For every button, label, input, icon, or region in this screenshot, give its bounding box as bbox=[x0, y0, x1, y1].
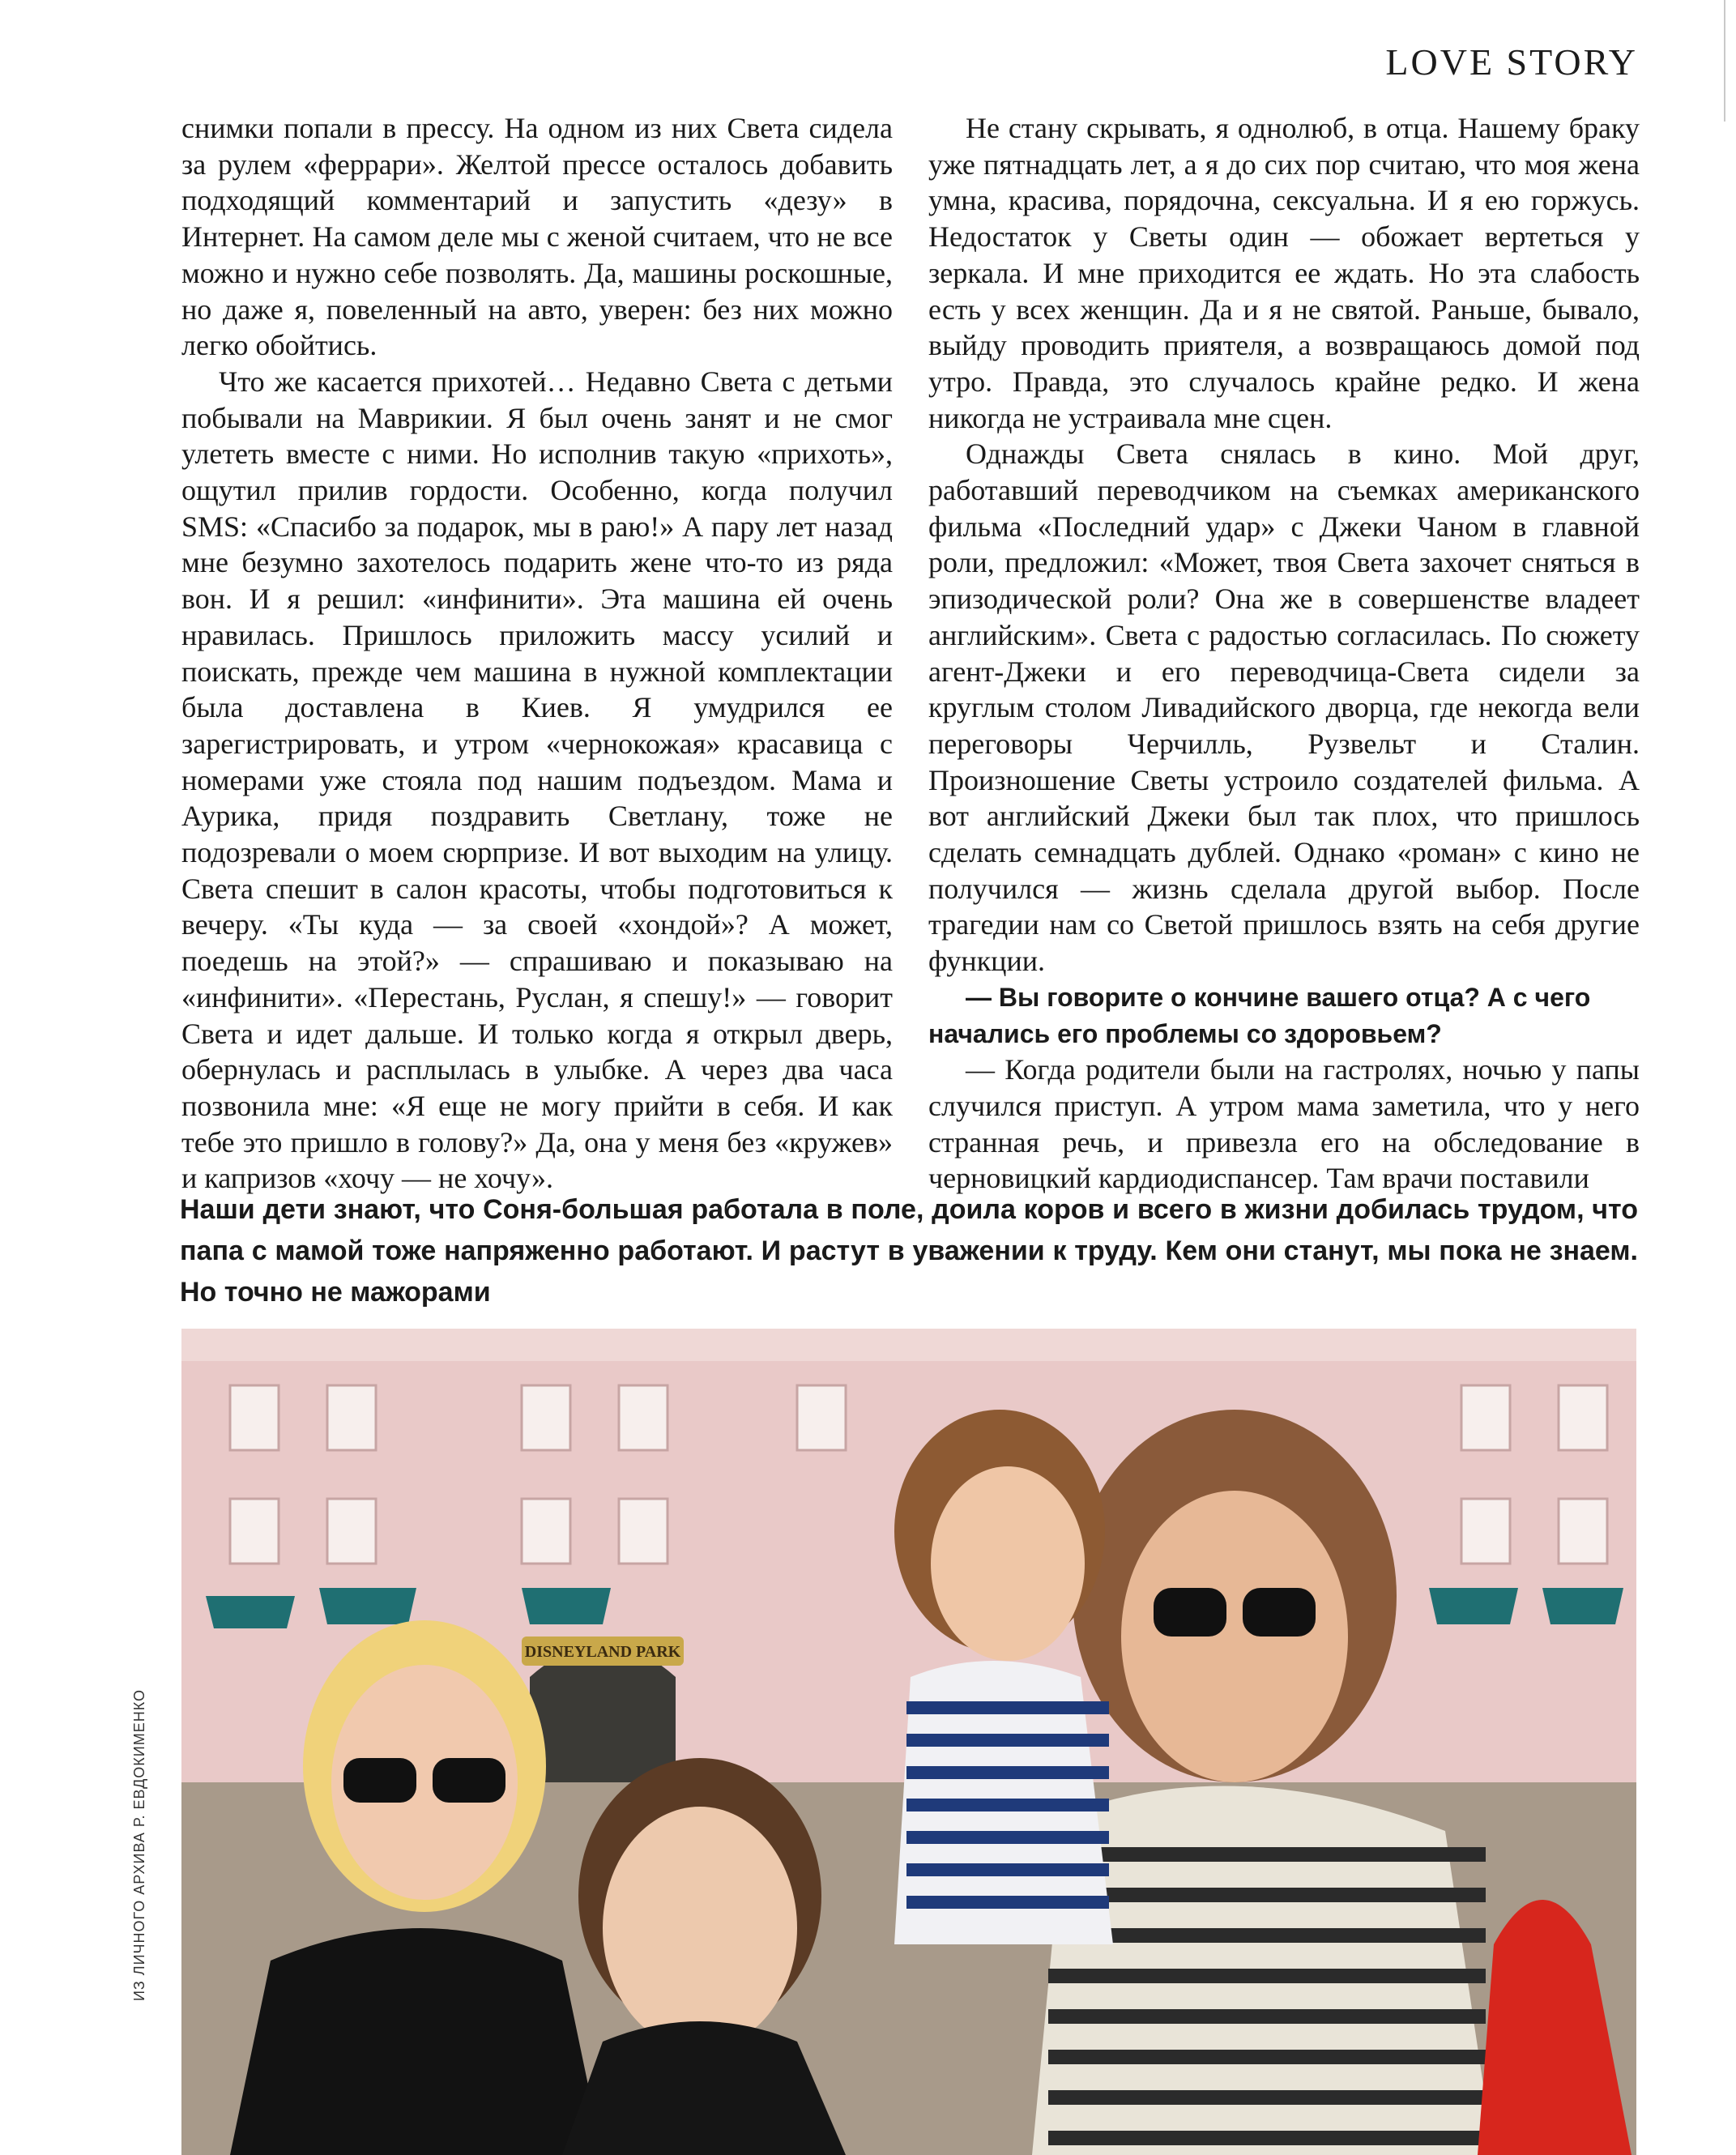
interview-answer: — Когда родители были на гастролях, ночью у папы случился приступ. А утром мама заметила, что у него странная речь, и привезла его на обследование в черновицкий кардиодиспансер. Там врачи поставили bbox=[928, 1053, 1640, 1195]
photo-woman-jacket bbox=[230, 1928, 603, 2155]
interview-question: — Вы говорите о кончине вашего отца? А с чего начались его проблемы со здоровьем? bbox=[928, 982, 1591, 1048]
photo-girl-face bbox=[931, 1466, 1085, 1661]
article-column-left bbox=[181, 110, 893, 1195]
paragraph: Однажды Света снялась в кино. Мой друг, работавший переводчиком на съемках американского фильма «Последний удар» с Джеки Чаном в главной роли, предложил: «Может, твоя Света захочет сняться в эпизодической роли? Она же в совершенстве владеет английским». Света с радостью согласилась. По сюжету агент-Джеки и его переводчица-Света сидели за круглым столом Ливадийского дворца, где некогда вели переговоры Черчилль, Рузвельт и Сталин. Произношение Светы устроило создателей фильма. А вот английский Джеки был так плох, что пришлось сделать семнадцать дублей. Однако «роман» с кино не получился — жизнь сделала другой выбор. После трагедии нам со Светой пришлось взять на себя другие функции. bbox=[928, 437, 1640, 978]
photo-man-face bbox=[1121, 1491, 1348, 1782]
photo-sign-text: DISNEYLAND PARK bbox=[524, 1643, 681, 1661]
paragraph: Не стану скрывать, я однолюб, в отца. Нашему браку уже пятнадцать лет, а я до сих пор считаю, что моя жена умна, красива, порядочна, сексуальна. И я ею горжусь. Недостаток у Светы один — обожает вертеться у зеркала. И мне приходится ее ждать. Но эта слабость есть у всех женщин. Да и я не святой. Раньше, бывало, выйду проводить приятеля, а возвращаюсь домой под утро. Правда, это случалось крайне редко. И жена никогда не устраивала мне сцен. bbox=[928, 112, 1640, 434]
paragraph: Что же касается прихотей… Недавно Света с детьми побывали на Маврикии. Я был очень занят и не смог улететь вместе с ними. Но исполнив такую «прихоть», ощутил прилив гордости. Особенно, когда получил SMS: «Спасибо за подарок, мы в раю!» А пару лет назад мне безумно захотелось подарить жене что-то из ряда вон. И я решил: «инфинити». Эта машина ей очень нравилась. Пришлось приложить массу усилий и поискать, прежде чем машина в нужной комплектации была доставлена в Киев. Я умудрился ее зарегистрировать, и утром «чернокожая» красавица с номерами уже стояла под нашим подъездом. Мама и Аурика, придя поздравить Светлану, тоже не подозревали о моем сюрпризе. И вот выходим на улицу. Света спешит в салон красоты, чтобы подготовиться к вечеру. «Ты куда — за своей «хондой»? А может, поедешь на этой?» — спрашиваю и показываю на «инфинити». «Перестань, Руслан, я спешу!» — говорит Света и идет дальше. И только когда я открыл дверь, обернулась и расплылась в улыбке. А через два часа позвонила мне: «Я еще не могу прийти в себя. И как тебе это пришло в голову?» Да, она у меня без «кружев» и капризов «хочу — не хочу». bbox=[181, 365, 893, 1195]
photo-credit: ИЗ ЛИЧНОГО АРХИВА Р. ЕВДОКИМЕНКО bbox=[131, 1689, 147, 2001]
section-label: LOVE STORY bbox=[1385, 41, 1638, 83]
article-column-right bbox=[928, 110, 1640, 1195]
page-edge-rule bbox=[1724, 0, 1725, 122]
paragraph: снимки попали в прессу. На одном из них Света сидела за рулем «феррари». Желтой прессе осталось добавить подходящий комментарий и запустить «дезу» в Интернет. На самом деле мы с женой считаем, что не все можно и нужно себе позволять. Да, машины роскошные, но даже я, повеленный на авто, уверен: без них можно легко обойтись. bbox=[181, 112, 893, 362]
photo-caption: Наши дети знают, что Соня-большая работала в поле, доила коров и всего в жизни добилась трудом, что папа с мамой тоже напряженно работают. И растут в уважении к труду. Кем они станут, мы пока не знаем. Но точно не мажорами bbox=[180, 1194, 1638, 1308]
photo-man-sunglasses bbox=[1154, 1588, 1226, 1637]
photo-boy-face bbox=[603, 1807, 797, 2050]
photo-woman-sunglasses bbox=[343, 1758, 416, 1803]
family-photo bbox=[181, 1329, 1636, 2155]
